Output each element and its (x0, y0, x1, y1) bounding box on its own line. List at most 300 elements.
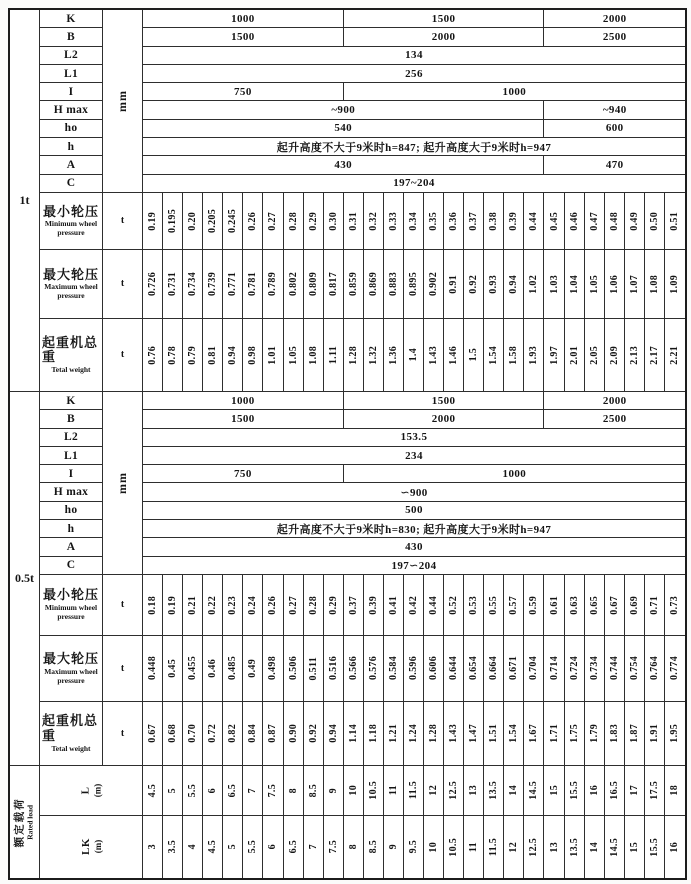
dimension-value-cell (143, 465, 344, 483)
span-value-cell (585, 766, 605, 816)
value-cell (143, 319, 163, 392)
span-value-text: 13.5 (568, 837, 580, 857)
value-text: 0.79 (187, 345, 199, 365)
value-cell (143, 575, 163, 636)
dimension-value: 750 (234, 85, 252, 98)
value-text: 0.73 (669, 595, 681, 615)
dimension-value-cell (143, 83, 344, 101)
value-text: 0.44 (528, 211, 540, 231)
span-row-name (40, 766, 143, 816)
value-text: 1.06 (608, 274, 620, 294)
value-text: 0.789 (267, 271, 279, 296)
value-cell (284, 250, 304, 319)
value-cell (565, 250, 585, 319)
value-cell (625, 636, 645, 702)
value-text: 0.53 (468, 595, 480, 615)
value-text: 0.65 (588, 595, 600, 615)
value-cell (384, 636, 404, 702)
value-text: 0.82 (227, 724, 239, 743)
unit-t-text: t (120, 727, 125, 739)
value-cell (223, 636, 243, 702)
value-cell (585, 250, 605, 319)
value-cell (565, 636, 585, 702)
value-text: 0.734 (588, 656, 600, 681)
span-value-text: 5 (227, 844, 239, 850)
value-text: 0.30 (327, 211, 339, 231)
value-text: 0.726 (147, 271, 159, 296)
dimension-value-cell (143, 138, 685, 156)
span-value-text: 11 (387, 785, 399, 796)
value-text: 0.511 (307, 656, 319, 681)
value-cell (384, 702, 404, 766)
param-label (40, 120, 103, 138)
value-cell (464, 636, 484, 702)
value-cell (344, 193, 364, 250)
value-cell (544, 575, 564, 636)
span-value-cell (585, 816, 605, 878)
value-text: 1.24 (407, 724, 419, 743)
value-text: 0.18 (147, 595, 159, 615)
value-text: 1.87 (628, 724, 640, 743)
rated-load-label (10, 766, 40, 878)
value-text: 0.671 (508, 656, 520, 681)
dimension-value: 540 (334, 122, 353, 135)
dimension-value: 起升高度不大于9米时h=830; 起升高度大于9米时h=947 (276, 523, 552, 536)
span-value-text: 12 (428, 785, 440, 796)
span-value-text: 15 (548, 785, 560, 796)
span-value-cell (364, 766, 384, 816)
value-cell (364, 193, 384, 250)
row-label (40, 702, 103, 766)
value-cell (524, 250, 544, 319)
value-cell (565, 319, 585, 392)
dimension-value: 1000 (231, 394, 255, 407)
capacity-label (10, 10, 40, 392)
span-value-text: 8 (287, 787, 299, 794)
span-unit: (m) (92, 840, 103, 854)
value-cell (203, 319, 223, 392)
value-cell (605, 193, 625, 250)
dimension-value-cell (544, 120, 685, 138)
value-text: 1.28 (428, 724, 440, 743)
param-label (40, 65, 103, 83)
value-cell (585, 193, 605, 250)
span-value-text: 14.5 (528, 781, 540, 800)
span-value-cell (444, 766, 464, 816)
value-text: 0.50 (648, 211, 660, 231)
dimension-value-cell (143, 47, 685, 65)
span-row-name (40, 816, 143, 878)
value-text: 0.498 (267, 656, 279, 681)
value-text: 0.45 (548, 211, 560, 231)
value-cell (404, 193, 424, 250)
value-cell (263, 319, 283, 392)
value-text: 0.195 (167, 208, 179, 233)
span-value-cell (163, 766, 183, 816)
value-text: 0.817 (327, 271, 339, 296)
span-value-text: 4.5 (147, 783, 159, 798)
value-cell (284, 636, 304, 702)
span-value-cell (344, 766, 364, 816)
value-text: 0.20 (187, 211, 199, 231)
span-value-cell (324, 816, 344, 878)
value-cell (424, 193, 444, 250)
param-text: A (66, 159, 76, 172)
value-cell (484, 702, 504, 766)
value-cell (223, 319, 243, 392)
dimension-value: ~940 (602, 104, 627, 117)
value-text: 0.21 (187, 595, 199, 615)
value-cell (645, 193, 665, 250)
span-value-text: 5.5 (247, 840, 259, 854)
value-text: 0.39 (508, 211, 520, 231)
value-cell (324, 250, 344, 319)
dimension-value: 430 (334, 159, 353, 172)
span-value-text: 11.5 (488, 837, 500, 857)
span-value-cell (504, 816, 524, 878)
value-text: 0.57 (508, 595, 520, 615)
span-value-cell (645, 816, 665, 878)
span-value-cell (524, 816, 544, 878)
row-label-zh: 最大轮压 (42, 650, 99, 666)
value-text: 0.506 (287, 656, 299, 681)
crane-spec-table (8, 8, 687, 880)
param-text: H max (53, 486, 89, 499)
value-text: 0.91 (448, 274, 460, 294)
value-cell (304, 702, 324, 766)
unit-mm-text: mm (115, 89, 129, 112)
span-value-cell (324, 766, 344, 816)
value-cell (304, 250, 324, 319)
span-value-cell (625, 766, 645, 816)
row-label-en: Tetal weight (51, 365, 91, 375)
span-value-cell (544, 816, 564, 878)
value-cell (484, 575, 504, 636)
value-cell (444, 575, 464, 636)
value-cell (344, 319, 364, 392)
dimension-value: 1500 (431, 394, 456, 407)
value-cell (183, 636, 203, 702)
row-label (40, 250, 103, 319)
value-text: 0.32 (367, 211, 379, 231)
value-cell (243, 193, 263, 250)
span-value-text: 9 (387, 844, 399, 850)
row-label-zh: 起重机总重 (42, 334, 99, 365)
value-cell (404, 636, 424, 702)
dimension-value: 2500 (602, 30, 627, 43)
span-value-text: 9.5 (407, 840, 419, 854)
unit-mm-cell (103, 392, 143, 575)
value-text: 1.93 (528, 345, 540, 365)
value-cell (544, 193, 564, 250)
span-value-text: 18 (669, 785, 681, 796)
span-value-cell (625, 816, 645, 878)
capacity-text: 1t (19, 192, 30, 207)
value-text: 0.36 (448, 211, 460, 231)
value-cell (384, 319, 404, 392)
value-cell (223, 193, 243, 250)
value-cell (163, 250, 183, 319)
value-text: 0.92 (468, 274, 480, 294)
unit-t-text: t (120, 215, 125, 227)
value-text: 0.72 (207, 724, 219, 743)
value-cell (263, 250, 283, 319)
value-text: 1.05 (287, 345, 299, 365)
value-cell (143, 193, 163, 250)
value-cell (424, 319, 444, 392)
value-cell (625, 575, 645, 636)
value-cell (605, 702, 625, 766)
row-label (40, 193, 103, 250)
span-value-text: 16 (669, 841, 681, 853)
span-value-text: 16 (588, 785, 600, 796)
span-value-cell (605, 816, 625, 878)
dimension-value: 134 (405, 49, 423, 62)
param-text: h (67, 140, 75, 153)
span-value-text: 6.5 (287, 840, 299, 854)
unit-t-text: t (120, 349, 125, 361)
value-text: 1.71 (548, 724, 560, 743)
value-text: 0.90 (287, 724, 299, 743)
value-text: 0.84 (247, 724, 259, 743)
dimension-value: 2000 (431, 30, 456, 43)
value-text: 0.734 (187, 271, 199, 296)
span-value-text: 13 (548, 841, 560, 853)
value-text: 1.91 (648, 724, 660, 743)
span-value-text: 10.5 (448, 837, 460, 857)
value-text: 0.52 (448, 595, 460, 615)
dimension-value: 2000 (602, 12, 627, 25)
value-cell (384, 575, 404, 636)
value-cell (304, 575, 324, 636)
value-cell (585, 702, 605, 766)
value-text: 0.61 (548, 595, 560, 615)
value-text: 0.584 (387, 656, 399, 681)
value-text: 0.724 (568, 656, 580, 681)
span-value-text: 8.5 (367, 840, 379, 854)
value-cell (524, 193, 544, 250)
value-text: 2.17 (648, 345, 660, 365)
span-value-text: 8 (347, 844, 359, 850)
span-value-cell (183, 816, 203, 878)
value-text: 1.67 (528, 724, 540, 743)
span-value-cell (504, 766, 524, 816)
dimension-value-cell (544, 392, 685, 410)
value-text: 1.54 (508, 724, 520, 743)
value-text: 0.883 (387, 271, 399, 296)
dimension-value: 1500 (231, 412, 255, 425)
param-text: I (68, 467, 74, 480)
value-cell (484, 636, 504, 702)
span-value-text: 5.5 (187, 783, 199, 798)
value-text: 0.754 (628, 656, 640, 681)
dimension-value: 256 (405, 67, 423, 80)
value-text: 0.46 (568, 211, 580, 231)
value-cell (424, 250, 444, 319)
value-cell (444, 636, 464, 702)
span-value-cell (263, 816, 283, 878)
value-text: 0.51 (669, 211, 681, 231)
value-text: 0.35 (428, 211, 440, 231)
row-label-en: Minimum wheel pressure (44, 219, 98, 238)
value-text: 0.485 (227, 656, 239, 681)
dimension-value: 500 (405, 504, 423, 517)
span-value-cell (565, 766, 585, 816)
unit-t-text: t (120, 278, 125, 290)
capacity-label (10, 392, 40, 766)
value-text: 2.09 (608, 345, 620, 365)
dimension-value-cell (344, 83, 685, 101)
value-cell (344, 702, 364, 766)
value-text: 0.781 (247, 271, 259, 296)
value-text: 1.21 (387, 724, 399, 743)
span-value-text: 14 (508, 785, 520, 796)
dimension-value-cell (143, 429, 685, 447)
value-text: 1.08 (648, 274, 660, 294)
value-text: 0.45 (167, 659, 179, 678)
value-cell (284, 575, 304, 636)
value-text: 0.29 (327, 595, 339, 615)
dimension-value-cell (143, 10, 344, 28)
value-text: 0.664 (488, 656, 500, 681)
param-text: A (66, 540, 76, 553)
value-cell (625, 319, 645, 392)
value-cell (203, 250, 223, 319)
value-text: 0.566 (347, 656, 359, 681)
value-text: 0.27 (287, 595, 299, 615)
unit-mm-cell (103, 10, 143, 193)
value-cell (163, 702, 183, 766)
span-value-cell (223, 766, 243, 816)
value-cell (484, 250, 504, 319)
value-text: 0.245 (227, 208, 239, 233)
param-text: C (66, 177, 76, 190)
value-cell (284, 319, 304, 392)
value-cell (645, 636, 665, 702)
value-text: 0.37 (347, 595, 359, 615)
value-text: 2.01 (568, 345, 580, 365)
value-text: 0.39 (367, 595, 379, 615)
span-value-cell (183, 766, 203, 816)
param-text: ho (64, 122, 78, 135)
span-value-cell (544, 766, 564, 816)
dimension-value: ~900 (331, 104, 356, 117)
dimension-value: 470 (605, 159, 624, 172)
value-text: 1.08 (307, 345, 319, 365)
value-text: 1.79 (588, 724, 600, 743)
span-row-name-block (80, 838, 103, 855)
value-text: 0.81 (207, 345, 219, 365)
value-cell (504, 636, 524, 702)
dimension-value: 750 (234, 467, 252, 480)
value-cell (404, 702, 424, 766)
value-cell (203, 636, 223, 702)
value-cell (364, 250, 384, 319)
dimension-value-cell (143, 483, 685, 501)
value-text: 1.32 (367, 345, 379, 365)
row-label-en: Tetal weight (51, 743, 91, 753)
span-value-cell (384, 816, 404, 878)
value-cell (263, 193, 283, 250)
span-value-cell (404, 766, 424, 816)
value-cell (143, 636, 163, 702)
value-text: 0.92 (307, 724, 319, 743)
value-text: 0.63 (568, 595, 580, 615)
span-value-text: 10.5 (367, 781, 379, 800)
span-value-cell (424, 766, 444, 816)
unit-t-cell (103, 193, 143, 250)
value-cell (143, 250, 163, 319)
value-cell (404, 319, 424, 392)
span-value-text: 15 (628, 841, 640, 853)
span-value-cell (424, 816, 444, 878)
dimension-value-cell (344, 392, 545, 410)
value-cell (223, 250, 243, 319)
dimension-value-cell (143, 175, 685, 193)
value-text: 0.869 (367, 271, 379, 296)
span-value-text: 3 (147, 844, 159, 850)
span-name: LK (79, 838, 92, 856)
value-cell (444, 702, 464, 766)
value-cell (203, 193, 223, 250)
param-label (40, 410, 103, 428)
value-text: 0.93 (488, 274, 500, 294)
value-cell (263, 575, 283, 636)
value-text: 1.36 (387, 345, 399, 365)
value-text: 0.576 (367, 656, 379, 681)
span-value-text: 4.5 (207, 840, 219, 854)
value-text: 1.43 (428, 345, 440, 365)
span-value-cell (223, 816, 243, 878)
span-value-text: 17.5 (648, 781, 660, 800)
value-text: 0.47 (588, 211, 600, 231)
value-cell (203, 575, 223, 636)
value-cell (645, 702, 665, 766)
span-value-cell (243, 816, 263, 878)
value-cell (544, 250, 564, 319)
span-value-cell (444, 816, 464, 878)
dimension-value-cell (544, 156, 685, 174)
value-text: 1.14 (347, 724, 359, 743)
value-cell (243, 250, 263, 319)
param-text: L1 (63, 449, 79, 462)
row-label-zh: 最小轮压 (42, 587, 99, 603)
param-label (40, 538, 103, 556)
dimension-value: 2500 (602, 412, 627, 425)
dimension-value: ∽900 (400, 486, 428, 499)
value-text: 0.744 (608, 656, 620, 681)
value-text: 0.69 (628, 595, 640, 615)
value-text: 0.731 (167, 271, 179, 296)
value-cell (665, 702, 685, 766)
span-value-text: 7.5 (327, 840, 339, 854)
value-text: 0.606 (428, 656, 440, 681)
dimension-value-cell (344, 28, 545, 46)
value-text: 1.75 (568, 724, 580, 743)
value-cell (304, 636, 324, 702)
param-label (40, 465, 103, 483)
value-cell (183, 319, 203, 392)
value-text: 1.5 (468, 348, 480, 362)
value-cell (504, 319, 524, 392)
value-text: 0.29 (307, 211, 319, 231)
value-cell (444, 193, 464, 250)
param-label (40, 83, 103, 101)
dimension-value-cell (143, 557, 685, 575)
row-label-en: Minimum wheel pressure (44, 603, 98, 622)
value-text: 0.902 (428, 271, 440, 296)
span-value-cell (344, 816, 364, 878)
